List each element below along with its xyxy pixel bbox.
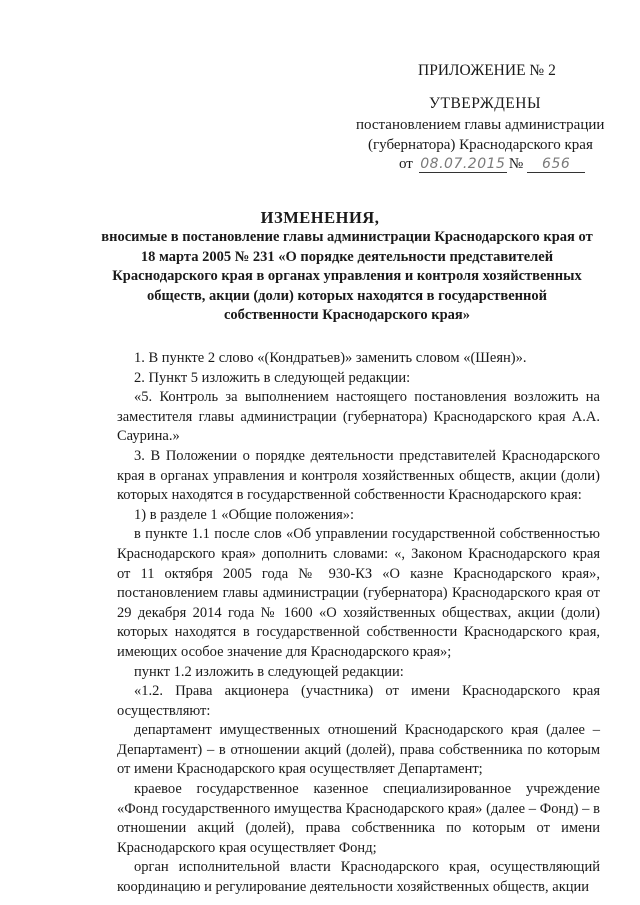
document-body — [117, 349, 600, 898]
number-sign: № — [508, 156, 524, 172]
paragraph: «5. Контроль за выполнением настоящего постановления возложить на заместителя главы администрации (губернатора) Краснодарского края А.А. Саурина.» — [117, 389, 600, 445]
paragraph: орган исполнительной власти Краснодарского края, осуществляющий координацию и регулирование деятельности хозяйственных обществ, акции — [117, 859, 600, 896]
paragraph: краевое государственное казенное специализированное учреждение «Фонд государственного имущества Краснодарского края» (далее – Фонд) – в отношении акций (долей), права собственника по которым от имени Краснодарского края осуществляет Фонд; — [117, 781, 600, 856]
paragraph: 2. Пункт 5 изложить в следующей редакции: — [134, 369, 411, 386]
approval-heading: УТВЕРЖДЕНЫ — [429, 95, 541, 112]
paragraph: «1.2. Права акционера (участника) от имени Краснодарского края осуществляют: — [117, 683, 600, 719]
approval-line-2: (губернатора) Краснодарского края — [368, 137, 593, 153]
paragraph: пункт 1.2 изложить в следующей редакции: — [134, 663, 404, 680]
paragraph: в пункте 1.1 после слов «Об управлении государственной собственностью Краснодарского края» дополнить словами: «, Законом Краснодарского края от 11 октября 2005 года № 930-КЗ «О казне Краснодарского края», постановлением главы администрации (губернатора) Краснодарского края от 29 декабря 2014 года № 1600 «О хозяйственных обществах, акции (доли) которых находятся в государственной собственности Краснодарского края, имеющих особое значение для Краснодарского края»; — [117, 526, 600, 660]
approval-date-line — [399, 156, 585, 173]
paragraph: 1) в разделе 1 «Общие положения»: — [134, 506, 355, 523]
paragraph: департамент имущественных отношений Краснодарского края (далее – Департамент) – в отношении акций (долей), права собственника по которым от имени Краснодарского края осуществляет Департамент; — [117, 722, 600, 778]
document-title: ИЗМЕНЕНИЯ, — [260, 208, 380, 227]
appendix-number: ПРИЛОЖЕНИЕ № 2 — [418, 62, 556, 79]
paragraph: 1. В пункте 2 слово «(Кондратьев)» заменить словом «(Шеян)». — [134, 350, 527, 366]
handwritten-date: 08.07.2015 — [420, 156, 506, 172]
from-label: от — [399, 156, 413, 172]
approval-line-1: постановлением главы администрации — [356, 117, 605, 133]
paragraph: 3. В Положении о порядке деятельности представителей Краснодарского края в органах управления и контроля хозяйственных обществ, акции (доли) которых находятся в государственной собственности Краснодарского края: — [117, 447, 600, 504]
document-subtitle: вносимые в постановление главы администрации Краснодарского края от 18 марта 2005 № 231 «О порядке деятельности представителей Краснодарского края в органах управления и контроля хозяйственных обществ, акции (доли) которых находятся в государственной собственности Краснодарского края» — [101, 229, 593, 323]
handwritten-number: 656 — [527, 156, 585, 173]
